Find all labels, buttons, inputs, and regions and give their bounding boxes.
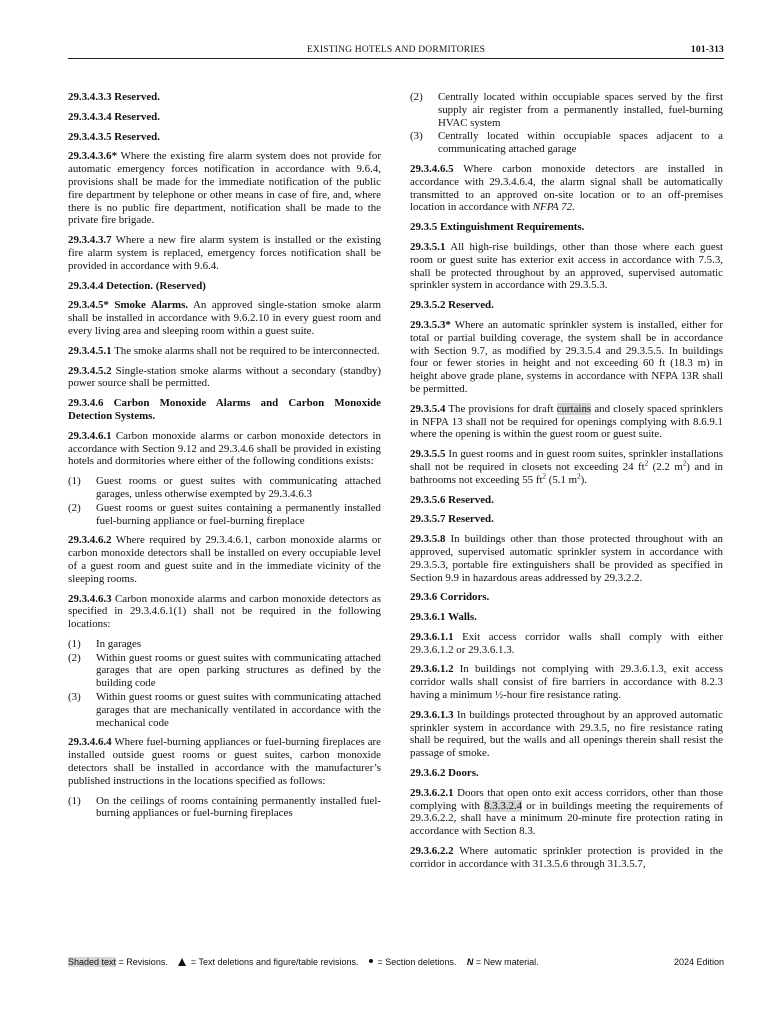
section-text-cont: ). [580, 473, 588, 486]
dot-desc: = Section deletions. [375, 957, 457, 967]
revision-highlight: curtains [556, 402, 592, 415]
section-heading: Extinguishment Requirements. [439, 221, 585, 234]
section-29-3-6-2 [410, 767, 723, 780]
section-29-3-5-4 [410, 403, 723, 441]
list-item-text: On the ceilings of rooms containing permanently installed fuel-burning appliances or fuel-burning fireplaces [96, 794, 381, 820]
section-number: 29.3.6.1.2 [410, 663, 454, 676]
section-heading: Reserved. [448, 299, 494, 312]
section-29-3-4-6 [68, 397, 381, 423]
list-marker: (1) [68, 637, 81, 650]
triangle-desc: = Text deletions and figure/table revisions. [188, 957, 359, 967]
section-number: 29.3.4.5.1 [68, 344, 112, 357]
section-29-3-5-8 [410, 533, 723, 584]
section-text-cont: (5.1 m [545, 473, 578, 486]
section-number: 29.3.5.3* [410, 318, 451, 331]
section-text-cont: ) and in bathrooms not exceeding 55 ft [410, 460, 723, 486]
section-29-3-4-6-5 [410, 163, 723, 214]
section-29-3-6-2-1 [410, 787, 723, 838]
section-number: 29.3.5 [410, 221, 438, 234]
section-text: In guest rooms and in guest room suites, sprinkler installations shall not be required in closets not exceeding 24 ft [410, 448, 723, 473]
running-header-title: EXISTING HOTELS AND DORMITORIES [306, 45, 486, 55]
section-number: 29.3.4.5.2 [68, 364, 112, 377]
section-text: The smoke alarms shall not be required to be interconnected. [114, 344, 380, 357]
section-text: The provisions for draft [448, 402, 554, 415]
section-heading: Carbon Monoxide Alarms and Carbon Monoxide Detection Systems. [68, 397, 381, 422]
page-number: 101-313 [690, 45, 724, 55]
section-29-3-6-1 [410, 611, 723, 624]
section-text: Where required by 29.3.4.6.1, carbon monoxide alarms or carbon monoxide detectors shall be installed on every occupiable level of a guest room and guest suite and in the immediate vicinity of the sleeping rooms. [68, 534, 382, 585]
list-item-text: Guest rooms or guest suites with communicating attached garages, unless otherwise exempted by 29.3.4.6.3 [96, 475, 381, 500]
superscript: 2 [577, 472, 581, 481]
list-item-text: Centrally located within occupiable spaces served by the first supply air register from a permanently installed, fuel-burning HVAC system [438, 91, 723, 129]
page-header [68, 40, 724, 59]
section-number: 29.3.5.6 [410, 493, 446, 506]
section-29-3-4-5 [68, 299, 381, 337]
section-29-3-5-3 [410, 319, 723, 396]
section-heading: Corridors. [439, 591, 490, 604]
section-text: In buildings protected throughout by an approved automatic sprinkler system in accordance with 29.3.5, no fire resistance rating shall be required, but the walls and all openings therein shall resist the passage of smoke. [410, 708, 723, 760]
list-marker: (2) [410, 91, 423, 103]
section-text: Single-station smoke alarms without a secondary (standby) power source shall be permitted. [68, 364, 381, 390]
section-number: 29.3.4.3.3 [68, 91, 112, 103]
section-number: 29.3.6.1 [410, 611, 446, 624]
left-column [68, 91, 381, 827]
section-text: Where automatic sprinkler protection is provided in the corridor in accordance with 31.3.5.6 through 31.3.5.7, [410, 845, 723, 870]
section-text: Doors that open onto exit access corridors, other than those complying with [410, 786, 724, 812]
shaded-desc: = Revisions. [116, 957, 168, 967]
section-number: 29.3.4.6.1 [68, 429, 112, 442]
superscript: 2 [644, 459, 649, 468]
section-29-3-5-7 [410, 513, 723, 526]
section-29-3-6-1-3 [410, 709, 723, 760]
shaded-text-sample: Shaded text [68, 957, 117, 967]
section-text-cont: (2.2 m [648, 460, 683, 473]
edition-label: 2024 Edition [673, 957, 724, 967]
section-29-3-4-5-2 [68, 365, 381, 391]
section-heading: Doors. [448, 767, 479, 780]
section-number: 29.3.5.4 [410, 402, 446, 415]
section-heading: Detection. (Reserved) [106, 279, 206, 292]
superscript: 2 [682, 459, 687, 468]
section-29-3-4-3-4 [68, 111, 381, 124]
section-29-3-4-6-1 [68, 430, 381, 468]
nfpa-72-reference: NFPA 72 [532, 201, 573, 214]
section-number: 29.3.4.3.4 [68, 110, 112, 123]
revision-legend [68, 957, 539, 967]
section-number: 29.3.6 [410, 591, 438, 604]
section-number: 29.3.5.5 [410, 448, 446, 461]
section-29-3-4-3-7 [68, 234, 381, 272]
section-number: 29.3.4.5* [68, 299, 109, 312]
list-marker: (2) [68, 501, 81, 514]
section-number: 29.3.4.3.7 [68, 234, 112, 247]
list-item-text: Within guest rooms or guest suites with communicating attached garages that are mechanically ventilated in accordance with the mechanical code [96, 691, 381, 729]
section-29-3-4-3-5 [68, 131, 381, 144]
section-text: Where an automatic sprinkler system is installed, either for total or partial building coverage, the system shall be in accordance with Section 9.7, as modified by 29.3.5.4 and 29.3.5.5. In buildings four or fewer stories in height and not exceeding 60 ft (18.3 m) in height above grade plane, systems in accordance with NFPA 13R shall be permitted. [410, 318, 723, 395]
section-number: 29.3.4.3.5 [68, 130, 112, 143]
section-number: 29.3.5.1 [410, 240, 446, 253]
section-text: In buildings other than those protected throughout with an approved, supervised automatic sprinkler system in accordance with 29.3.5.3, portable fire extinguishers shall be provided as specified in Section 9.9 in hazardous areas addressed by 29.3.2.2. [410, 533, 723, 584]
section-29-3-5 [410, 221, 723, 234]
list-item [68, 502, 381, 528]
section-text: Where fuel-burning appliances or fuel-burning fireplaces are installed outside guest rooms or guest suites, carbon monoxide detectors shall be installed in accordance with the manufacturer’s published instructions in the locations specified as follows: [68, 736, 381, 787]
section-number: 29.3.4.6.4 [68, 736, 112, 749]
n-new-material-icon: N [466, 957, 474, 967]
list-item-text: Guest rooms or guest suites containing a permanently installed fuel-burning appliance or fuel-burning fireplace [96, 501, 381, 527]
list-marker: (1) [68, 475, 81, 488]
list-item [68, 652, 381, 690]
location-list [68, 638, 381, 730]
revision-highlight: 8.3.3.2.4 [484, 799, 523, 812]
section-29-3-4-6-3 [68, 593, 381, 631]
list-item [410, 91, 723, 129]
section-29-3-6-1-2 [410, 663, 723, 701]
section-29-3-6 [410, 591, 723, 604]
section-number: 29.3.5.2 [410, 299, 446, 312]
section-text: Where the existing fire alarm system does not provide for automatic emergency forces notification in accordance with 9.6.4, provisions shall be made for the immediate notification of the public fire department by telephone or other means in case of fire, and, where there is no public fire department, notification shall be made to the private fire brigade. [68, 150, 381, 227]
list-item-text: In garages [96, 637, 142, 650]
section-29-3-6-2-2 [410, 845, 723, 871]
section-29-3-4-3-3 [68, 91, 381, 104]
list-item [68, 795, 381, 821]
section-29-3-5-5 [410, 448, 723, 486]
section-number: 29.3.4.6.5 [410, 162, 454, 175]
section-29-3-5-6 [410, 494, 723, 507]
list-item [410, 130, 723, 156]
section-text-end: . [572, 201, 575, 214]
section-heading: Smoke Alarms. [114, 299, 189, 312]
section-number: 29.3.4.6.3 [68, 592, 112, 605]
condition-list [68, 475, 381, 527]
section-29-3-5-1 [410, 241, 723, 292]
continued-location-list [410, 91, 723, 156]
section-heading: Walls. [448, 611, 477, 624]
section-text-cont: or in buildings meeting the requirements of 29.3.6.2.2, shall have a minimum 20-minute fire protection rating in accordance with Section 8.3. [410, 799, 723, 838]
list-marker: (2) [68, 651, 81, 664]
section-number: 29.3.6.2 [410, 767, 446, 780]
section-number: 29.3.5.8 [410, 533, 446, 546]
n-desc: = New material. [473, 957, 539, 967]
section-number: 29.3.6.1.1 [410, 630, 454, 643]
section-text: Where a new fire alarm system is installed or the existing fire alarm system is replaced, emergency forces notification shall be provided in accordance with 9.6.4. [68, 234, 381, 272]
section-number: 29.3.4.6.2 [68, 534, 112, 547]
section-text: All high-rise buildings, other than those where each guest room or guest suite has exterior exit access in accordance with 7.5.3, shall be protected throughout by an approved, supervised automatic sprinkler system in accordance with 29.3.5.3. [410, 240, 723, 292]
section-29-3-4-4 [68, 280, 381, 293]
right-column [410, 91, 723, 878]
section-29-3-6-1-1 [410, 631, 723, 657]
section-heading: Reserved. [448, 493, 494, 506]
section-text-cont: and closely spaced sprinklers in NFPA 13 shall not be required for openings complying with 8.6.9.1 where the opening is within the guest room or guest suite. [410, 402, 723, 441]
bullet-dot-icon [369, 959, 373, 963]
section-text: Where carbon monoxide detectors are installed in accordance with 29.3.4.6.4, the alarm signal shall be automatically transmitted to an approved on-site location or to an off-premises location in accordance with [410, 162, 724, 214]
section-29-3-4-3-6 [68, 150, 381, 227]
section-text: Exit access corridor walls shall comply with either 29.3.6.1.2 or 29.3.6.1.3. [410, 630, 723, 656]
list-marker: (3) [68, 691, 81, 704]
section-text: An approved single-station smoke alarm shall be installed in accordance with 9.6.2.10 in every guest room and every living area and sleeping room within a guest suite. [68, 299, 381, 337]
triangle-delta-icon [178, 958, 186, 966]
section-number: 29.3.6.1.3 [410, 708, 454, 721]
ceiling-list [68, 795, 381, 821]
list-item-text: Centrally located within occupiable spaces adjacent to a communicating attached garage [438, 130, 723, 156]
list-item [68, 691, 381, 729]
list-item-text: Within guest rooms or guest suites with communicating attached garages that are open parking structures as defined by the building code [96, 651, 381, 690]
section-heading: Reserved. [114, 130, 160, 143]
section-number: 29.3.5.7 [410, 513, 446, 526]
list-item [68, 475, 381, 501]
section-heading: Reserved. [114, 91, 160, 103]
page-footer [68, 957, 724, 971]
section-text: Carbon monoxide alarms or carbon monoxide detectors in accordance with Section 9.12 and 29.3.4.6 shall be provided in existing hotels and dormitories where either of the following conditions exists: [68, 429, 381, 468]
superscript: 2 [542, 472, 546, 481]
section-number: 29.3.6.2.2 [410, 845, 454, 858]
list-marker: (1) [68, 794, 81, 807]
list-item [68, 638, 381, 651]
list-marker: (3) [410, 130, 423, 143]
section-heading: Reserved. [114, 110, 160, 123]
section-29-3-4-5-1 [68, 345, 381, 358]
section-number: 29.3.4.4 [68, 279, 104, 292]
section-text: In buildings not complying with 29.3.6.1.3, exit access corridor walls shall consist of fire barriers in accordance with 8.2.3 having a minimum ½-hour fire resistance rating. [410, 663, 723, 702]
section-number: 29.3.6.2.1 [410, 786, 454, 799]
section-number: 29.3.4.6 [68, 397, 104, 410]
section-29-3-4-6-2 [68, 534, 381, 585]
section-number: 29.3.4.3.6* [68, 150, 118, 163]
section-29-3-5-2 [410, 299, 723, 312]
section-heading: Reserved. [448, 513, 494, 526]
section-text: Carbon monoxide alarms and carbon monoxide detectors as specified in 29.3.4.6.1(1) shall not be required in the following locations: [68, 592, 381, 631]
section-29-3-4-6-4 [68, 736, 381, 787]
